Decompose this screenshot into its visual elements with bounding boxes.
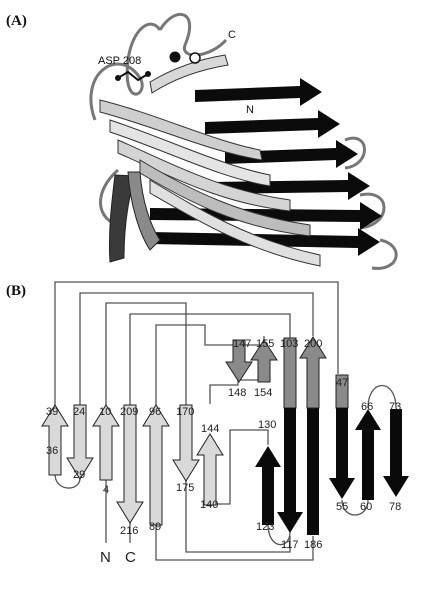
strand-60-66 [355,409,381,500]
res-label-60: 60 [360,501,373,513]
strand-140-144 [197,434,223,505]
strand-73-78 [383,409,409,497]
res-label-209: 209 [120,406,139,418]
res-label-117: 117 [281,539,299,551]
res-label-36: 36 [46,445,59,457]
res-label-39: 39 [46,406,59,418]
res-label-29: 29 [73,469,86,481]
res-label-144: 144 [201,423,220,435]
c-terminus-label-b: C [125,549,136,566]
res-label-200: 200 [304,338,323,350]
n-terminus-label-b: N [100,549,111,566]
res-label-130: 130 [258,419,277,431]
res-label-186: 186 [304,539,323,551]
metal-ion-white [190,53,200,63]
strand-186-200-dark [307,408,319,535]
dark-strand [195,78,322,106]
res-label-89: 89 [149,521,162,533]
strand-89-96 [143,405,169,525]
topology-diagram [42,282,409,566]
strand-209-216 [117,405,143,523]
loop-10-170 [106,303,186,405]
res-label-78: 78 [389,501,402,513]
res-label-103: 103 [280,338,299,350]
atom [145,71,151,77]
atom [115,75,121,81]
light-strand [150,55,228,93]
res-label-154: 154 [254,387,273,399]
res-label-123: 123 [256,521,275,533]
res-label-10: 10 [99,406,112,418]
strand-123-130 [255,446,281,525]
res-label-24: 24 [73,406,86,418]
strand-47-55-dark [329,408,355,499]
res-label-73: 73 [389,401,402,413]
panel-a-label: (A) [6,13,27,29]
res-label-216: 216 [120,525,139,537]
metal-ion-black [170,52,181,63]
res-label-155: 155 [256,338,275,350]
asp208-sidechain [118,72,148,80]
dark-strand [205,110,340,138]
loop-top-right [160,14,226,55]
loop-24-200 [80,293,313,405]
res-label-47: 47 [336,377,349,389]
panel-b-label: (B) [6,283,26,299]
res-label-55: 55 [336,501,349,513]
asp208-label: ASP 208 [98,55,142,67]
strand-103-117-dark [277,408,303,533]
loop-175-117 [186,480,290,552]
n-terminus-label: N [246,104,254,116]
res-label-170: 170 [176,406,195,418]
res-label-140: 140 [200,499,219,511]
res-label-175: 175 [176,482,195,494]
ribbon-structure [91,14,396,268]
c-terminus-label: C [228,29,236,41]
res-label-4: 4 [103,484,110,496]
res-label-96: 96 [149,406,162,418]
res-label-148: 148 [228,387,247,399]
res-label-66: 66 [361,401,374,413]
res-label-147: 147 [233,338,252,350]
